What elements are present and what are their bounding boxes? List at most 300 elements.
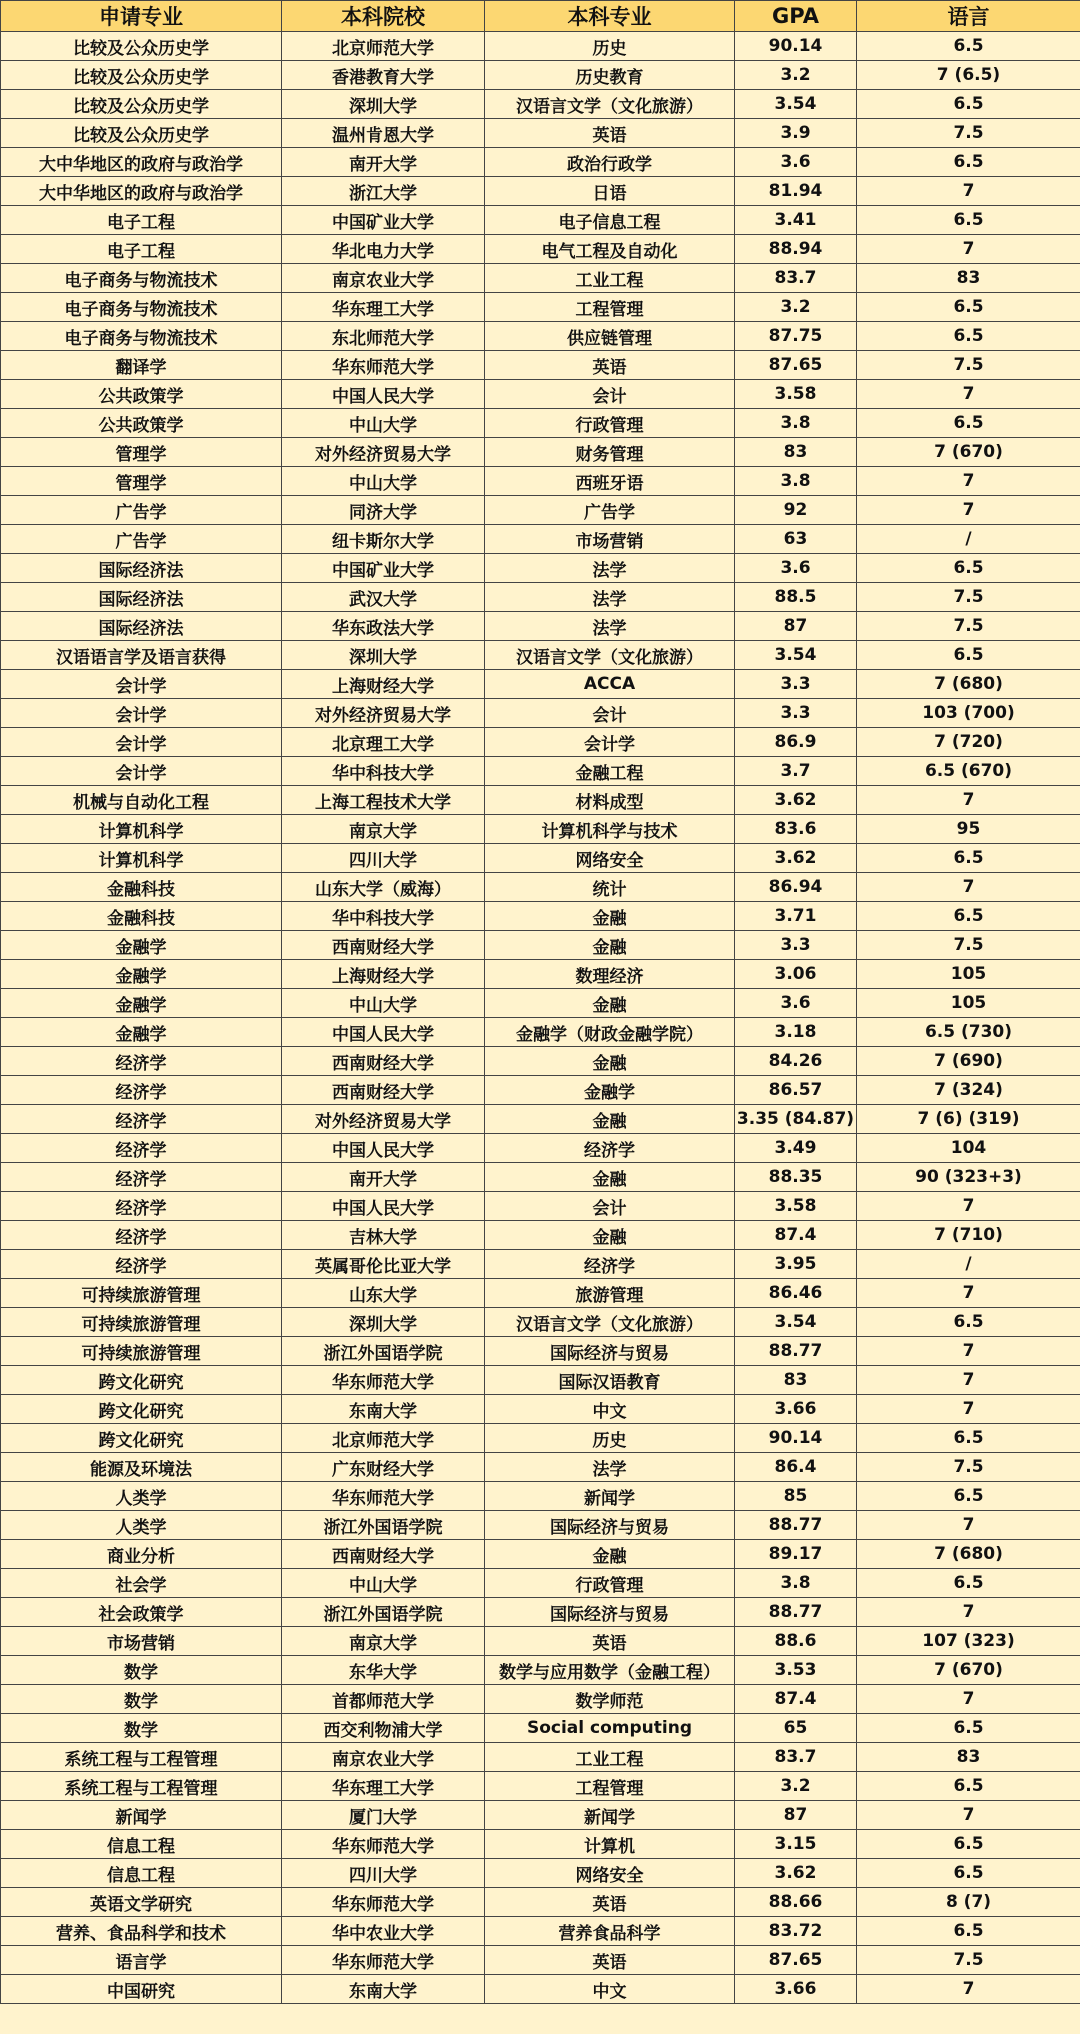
applied-major-cell: 跨文化研究 <box>1 1366 282 1395</box>
gpa-cell: 83 <box>735 1366 857 1395</box>
gpa-cell: 86.94 <box>735 873 857 902</box>
language-cell: 105 <box>857 989 1080 1018</box>
table-row <box>1 844 1080 873</box>
table-row <box>1 264 1080 293</box>
table-row <box>1 380 1080 409</box>
table-row <box>1 1946 1080 1975</box>
language-cell: 6.5 <box>857 322 1080 351</box>
language-cell: 7 (720) <box>857 728 1080 757</box>
language-cell: 6.5 <box>857 32 1080 61</box>
gpa-cell: 90.14 <box>735 1424 857 1453</box>
undergrad-major-cell: 财务管理 <box>485 438 735 467</box>
undergrad-school-cell: 华东政法大学 <box>282 612 485 641</box>
undergrad-major-cell: 计算机科学与技术 <box>485 815 735 844</box>
gpa-cell: 81.94 <box>735 177 857 206</box>
undergrad-major-cell: 金融 <box>485 931 735 960</box>
table-row <box>1 351 1080 380</box>
applied-major-cell: 电子工程 <box>1 206 282 235</box>
applied-major-cell: 经济学 <box>1 1047 282 1076</box>
gpa-cell: 83.7 <box>735 264 857 293</box>
gpa-cell: 89.17 <box>735 1540 857 1569</box>
undergrad-school-cell: 华东师范大学 <box>282 1830 485 1859</box>
undergrad-major-cell: 中文 <box>485 1395 735 1424</box>
table-row <box>1 1772 1080 1801</box>
undergrad-major-cell: 工程管理 <box>485 293 735 322</box>
gpa-cell: 85 <box>735 1482 857 1511</box>
undergrad-school-cell: 北京理工大学 <box>282 728 485 757</box>
undergrad-school-cell: 华北电力大学 <box>282 235 485 264</box>
applied-major-cell: 金融学 <box>1 960 282 989</box>
undergrad-school-cell: 温州肯恩大学 <box>282 119 485 148</box>
applied-major-cell: 中国研究 <box>1 1975 282 2004</box>
language-cell: 7.5 <box>857 612 1080 641</box>
undergrad-major-cell: 法学 <box>485 554 735 583</box>
undergrad-major-cell: 数学与应用数学（金融工程） <box>485 1656 735 1685</box>
language-cell: 6.5 <box>857 90 1080 119</box>
gpa-cell: 86.57 <box>735 1076 857 1105</box>
language-cell: 6.5 (670) <box>857 757 1080 786</box>
applied-major-cell: 金融科技 <box>1 902 282 931</box>
undergrad-school-cell: 深圳大学 <box>282 1308 485 1337</box>
gpa-cell: 3.53 <box>735 1656 857 1685</box>
language-cell: 7 (670) <box>857 1656 1080 1685</box>
undergrad-major-cell: 电气工程及自动化 <box>485 235 735 264</box>
undergrad-major-cell: 材料成型 <box>485 786 735 815</box>
language-cell: 6.5 <box>857 1917 1080 1946</box>
table-body <box>1 32 1080 2004</box>
header-language: 语言 <box>857 1 1080 32</box>
undergrad-school-cell: 中山大学 <box>282 409 485 438</box>
undergrad-school-cell: 对外经济贸易大学 <box>282 1105 485 1134</box>
gpa-cell: 3.3 <box>735 931 857 960</box>
table-row <box>1 1105 1080 1134</box>
undergrad-major-cell: 旅游管理 <box>485 1279 735 1308</box>
gpa-cell: 88.94 <box>735 235 857 264</box>
table-row <box>1 902 1080 931</box>
table-row <box>1 554 1080 583</box>
undergrad-major-cell: 会计 <box>485 699 735 728</box>
table-row <box>1 496 1080 525</box>
language-cell: 6.5 <box>857 148 1080 177</box>
language-cell: 6.5 <box>857 1308 1080 1337</box>
applied-major-cell: 金融科技 <box>1 873 282 902</box>
undergrad-school-cell: 华东师范大学 <box>282 1946 485 1975</box>
undergrad-major-cell: 数学师范 <box>485 1685 735 1714</box>
gpa-cell: 3.3 <box>735 670 857 699</box>
table-row <box>1 1279 1080 1308</box>
undergrad-school-cell: 中国矿业大学 <box>282 554 485 583</box>
gpa-cell: 83.72 <box>735 1917 857 1946</box>
table-row <box>1 1482 1080 1511</box>
gpa-cell: 3.54 <box>735 90 857 119</box>
undergrad-major-cell: 金融 <box>485 1221 735 1250</box>
applied-major-cell: 语言学 <box>1 1946 282 1975</box>
table-row <box>1 61 1080 90</box>
undergrad-school-cell: 对外经济贸易大学 <box>282 438 485 467</box>
table-row <box>1 1337 1080 1366</box>
undergrad-school-cell: 同济大学 <box>282 496 485 525</box>
applied-major-cell: 跨文化研究 <box>1 1424 282 1453</box>
undergrad-school-cell: 华东理工大学 <box>282 293 485 322</box>
undergrad-major-cell: 工业工程 <box>485 264 735 293</box>
language-cell: 95 <box>857 815 1080 844</box>
header-gpa: GPA <box>735 1 857 32</box>
applied-major-cell: 大中华地区的政府与政治学 <box>1 177 282 206</box>
undergrad-school-cell: 南京大学 <box>282 815 485 844</box>
applied-major-cell: 国际经济法 <box>1 554 282 583</box>
undergrad-major-cell: 电子信息工程 <box>485 206 735 235</box>
undergrad-major-cell: 网络安全 <box>485 844 735 873</box>
gpa-cell: 87 <box>735 612 857 641</box>
gpa-cell: 3.95 <box>735 1250 857 1279</box>
applied-major-cell: 计算机科学 <box>1 844 282 873</box>
applied-major-cell: 经济学 <box>1 1250 282 1279</box>
gpa-cell: 88.77 <box>735 1598 857 1627</box>
language-cell: 7 (680) <box>857 1540 1080 1569</box>
language-cell: 7 <box>857 1801 1080 1830</box>
language-cell: 7 <box>857 1366 1080 1395</box>
undergrad-major-cell: 历史教育 <box>485 61 735 90</box>
undergrad-major-cell: 英语 <box>485 119 735 148</box>
language-cell: 7 <box>857 1192 1080 1221</box>
undergrad-major-cell: 行政管理 <box>485 1569 735 1598</box>
gpa-cell: 3.06 <box>735 960 857 989</box>
gpa-cell: 3.2 <box>735 293 857 322</box>
applied-major-cell: 会计学 <box>1 670 282 699</box>
undergrad-school-cell: 东华大学 <box>282 1656 485 1685</box>
undergrad-major-cell: 汉语言文学（文化旅游） <box>485 641 735 670</box>
undergrad-school-cell: 深圳大学 <box>282 90 485 119</box>
undergrad-school-cell: 华中科技大学 <box>282 902 485 931</box>
gpa-cell: 88.5 <box>735 583 857 612</box>
applied-major-cell: 管理学 <box>1 438 282 467</box>
applied-major-cell: 广告学 <box>1 496 282 525</box>
language-cell: 7 (710) <box>857 1221 1080 1250</box>
undergrad-major-cell: 计算机 <box>485 1830 735 1859</box>
applied-major-cell: 比较及公众历史学 <box>1 61 282 90</box>
applied-major-cell: 数学 <box>1 1656 282 1685</box>
gpa-cell: 3.66 <box>735 1395 857 1424</box>
gpa-cell: 86.46 <box>735 1279 857 1308</box>
table-row <box>1 1598 1080 1627</box>
gpa-cell: 87 <box>735 1801 857 1830</box>
gpa-cell: 3.41 <box>735 206 857 235</box>
language-cell: 6.5 <box>857 1859 1080 1888</box>
table-row <box>1 467 1080 496</box>
gpa-cell: 3.49 <box>735 1134 857 1163</box>
table-row <box>1 1540 1080 1569</box>
applied-major-cell: 新闻学 <box>1 1801 282 1830</box>
language-cell: 7 <box>857 496 1080 525</box>
undergrad-school-cell: 西南财经大学 <box>282 1047 485 1076</box>
language-cell: 6.5 <box>857 554 1080 583</box>
undergrad-school-cell: 华东师范大学 <box>282 1482 485 1511</box>
applied-major-cell: 计算机科学 <box>1 815 282 844</box>
table-row <box>1 583 1080 612</box>
undergrad-major-cell: 英语 <box>485 351 735 380</box>
table-row <box>1 322 1080 351</box>
undergrad-school-cell: 华东师范大学 <box>282 351 485 380</box>
undergrad-major-cell: 法学 <box>485 583 735 612</box>
applied-major-cell: 商业分析 <box>1 1540 282 1569</box>
gpa-cell: 88.77 <box>735 1337 857 1366</box>
undergrad-major-cell: 供应链管理 <box>485 322 735 351</box>
table-row <box>1 1627 1080 1656</box>
language-cell: 103 (700) <box>857 699 1080 728</box>
language-cell: 7 <box>857 177 1080 206</box>
language-cell: 7 (324) <box>857 1076 1080 1105</box>
table-row <box>1 1917 1080 1946</box>
gpa-cell: 3.7 <box>735 757 857 786</box>
undergrad-school-cell: 西交利物浦大学 <box>282 1714 485 1743</box>
table-row <box>1 1424 1080 1453</box>
table-row <box>1 1163 1080 1192</box>
table-row <box>1 293 1080 322</box>
language-cell: / <box>857 525 1080 554</box>
table-row <box>1 1656 1080 1685</box>
language-cell: 7.5 <box>857 119 1080 148</box>
applied-major-cell: 社会政策学 <box>1 1598 282 1627</box>
undergrad-school-cell: 中山大学 <box>282 467 485 496</box>
undergrad-school-cell: 香港教育大学 <box>282 61 485 90</box>
table-row <box>1 1308 1080 1337</box>
gpa-cell: 3.3 <box>735 699 857 728</box>
undergrad-major-cell: 会计 <box>485 380 735 409</box>
applied-major-cell: 可持续旅游管理 <box>1 1308 282 1337</box>
undergrad-major-cell: 会计学 <box>485 728 735 757</box>
applied-major-cell: 会计学 <box>1 699 282 728</box>
gpa-cell: 90.14 <box>735 32 857 61</box>
undergrad-school-cell: 南京农业大学 <box>282 264 485 293</box>
undergrad-major-cell: 英语 <box>485 1888 735 1917</box>
undergrad-school-cell: 中国人民大学 <box>282 1192 485 1221</box>
undergrad-school-cell: 中国人民大学 <box>282 380 485 409</box>
applied-major-cell: 翻译学 <box>1 351 282 380</box>
language-cell: 6.5 <box>857 1772 1080 1801</box>
undergrad-school-cell: 上海工程技术大学 <box>282 786 485 815</box>
table-row <box>1 1569 1080 1598</box>
undergrad-school-cell: 英属哥伦比亚大学 <box>282 1250 485 1279</box>
undergrad-school-cell: 北京师范大学 <box>282 32 485 61</box>
language-cell: 6.5 <box>857 206 1080 235</box>
applied-major-cell: 经济学 <box>1 1076 282 1105</box>
undergrad-major-cell: 会计 <box>485 1192 735 1221</box>
applied-major-cell: 信息工程 <box>1 1859 282 1888</box>
language-cell: 107 (323) <box>857 1627 1080 1656</box>
applied-major-cell: 广告学 <box>1 525 282 554</box>
language-cell: 7 <box>857 467 1080 496</box>
undergrad-major-cell: 法学 <box>485 1453 735 1482</box>
gpa-cell: 3.58 <box>735 1192 857 1221</box>
table-row <box>1 1018 1080 1047</box>
language-cell: 6.5 <box>857 1830 1080 1859</box>
applied-major-cell: 数学 <box>1 1714 282 1743</box>
undergrad-major-cell: 国际经济与贸易 <box>485 1337 735 1366</box>
undergrad-major-cell: 经济学 <box>485 1250 735 1279</box>
table-row <box>1 1511 1080 1540</box>
table-row <box>1 525 1080 554</box>
applied-major-cell: 比较及公众历史学 <box>1 32 282 61</box>
language-cell: 7 <box>857 380 1080 409</box>
applied-major-cell: 经济学 <box>1 1192 282 1221</box>
undergrad-major-cell: 金融 <box>485 1047 735 1076</box>
table-row <box>1 728 1080 757</box>
undergrad-major-cell: 金融 <box>485 1540 735 1569</box>
language-cell: 7 (6) (319) <box>857 1105 1080 1134</box>
language-cell: 6.5 <box>857 844 1080 873</box>
undergrad-school-cell: 南京大学 <box>282 1627 485 1656</box>
table-row <box>1 438 1080 467</box>
applied-major-cell: 市场营销 <box>1 1627 282 1656</box>
applied-major-cell: 可持续旅游管理 <box>1 1337 282 1366</box>
applied-major-cell: 系统工程与工程管理 <box>1 1772 282 1801</box>
undergrad-major-cell: 广告学 <box>485 496 735 525</box>
undergrad-school-cell: 中山大学 <box>282 1569 485 1598</box>
undergrad-school-cell: 中国矿业大学 <box>282 206 485 235</box>
gpa-cell: 3.62 <box>735 844 857 873</box>
undergrad-school-cell: 北京师范大学 <box>282 1424 485 1453</box>
table-row <box>1 786 1080 815</box>
gpa-cell: 3.54 <box>735 1308 857 1337</box>
language-cell: 6.5 (730) <box>857 1018 1080 1047</box>
table-row <box>1 177 1080 206</box>
header-undergrad-major: 本科专业 <box>485 1 735 32</box>
applied-major-cell: 金融学 <box>1 989 282 1018</box>
gpa-cell: 3.71 <box>735 902 857 931</box>
undergrad-major-cell: 历史 <box>485 1424 735 1453</box>
undergrad-major-cell: 法学 <box>485 612 735 641</box>
undergrad-school-cell: 上海财经大学 <box>282 670 485 699</box>
table-row <box>1 409 1080 438</box>
table-row <box>1 148 1080 177</box>
gpa-cell: 3.66 <box>735 1975 857 2004</box>
gpa-cell: 3.62 <box>735 786 857 815</box>
table-row <box>1 1685 1080 1714</box>
gpa-cell: 3.6 <box>735 148 857 177</box>
language-cell: 6.5 <box>857 1424 1080 1453</box>
language-cell: 83 <box>857 1743 1080 1772</box>
undergrad-school-cell: 南开大学 <box>282 1163 485 1192</box>
undergrad-school-cell: 中山大学 <box>282 989 485 1018</box>
table-row <box>1 1859 1080 1888</box>
table-row <box>1 1888 1080 1917</box>
undergrad-school-cell: 中国人民大学 <box>282 1018 485 1047</box>
language-cell: 7 <box>857 1685 1080 1714</box>
gpa-cell: 87.75 <box>735 322 857 351</box>
table-row <box>1 206 1080 235</box>
language-cell: 7 <box>857 1975 1080 2004</box>
applied-major-cell: 管理学 <box>1 467 282 496</box>
language-cell: 7 (690) <box>857 1047 1080 1076</box>
applied-major-cell: 人类学 <box>1 1482 282 1511</box>
gpa-cell: 3.6 <box>735 989 857 1018</box>
table-row <box>1 1830 1080 1859</box>
applied-major-cell: 跨文化研究 <box>1 1395 282 1424</box>
applied-major-cell: 电子工程 <box>1 235 282 264</box>
applied-major-cell: 信息工程 <box>1 1830 282 1859</box>
language-cell: 6.5 <box>857 1714 1080 1743</box>
undergrad-school-cell: 华东师范大学 <box>282 1366 485 1395</box>
language-cell: 8 (7) <box>857 1888 1080 1917</box>
header-row <box>1 1 1080 32</box>
language-cell: 7.5 <box>857 931 1080 960</box>
applied-major-cell: 比较及公众历史学 <box>1 90 282 119</box>
applied-major-cell: 比较及公众历史学 <box>1 119 282 148</box>
language-cell: 6.5 <box>857 1569 1080 1598</box>
undergrad-school-cell: 浙江外国语学院 <box>282 1598 485 1627</box>
language-cell: 105 <box>857 960 1080 989</box>
applied-major-cell: 人类学 <box>1 1511 282 1540</box>
gpa-cell: 83 <box>735 438 857 467</box>
undergrad-major-cell: 行政管理 <box>485 409 735 438</box>
applied-major-cell: 经济学 <box>1 1134 282 1163</box>
language-cell: 7 <box>857 1598 1080 1627</box>
table-row <box>1 90 1080 119</box>
header-undergrad-school: 本科院校 <box>282 1 485 32</box>
undergrad-major-cell: 营养食品科学 <box>485 1917 735 1946</box>
undergrad-school-cell: 中国人民大学 <box>282 1134 485 1163</box>
undergrad-school-cell: 上海财经大学 <box>282 960 485 989</box>
undergrad-school-cell: 华中农业大学 <box>282 1917 485 1946</box>
language-cell: 6.5 <box>857 1482 1080 1511</box>
table-row <box>1 1975 1080 2004</box>
applied-major-cell: 电子商务与物流技术 <box>1 322 282 351</box>
undergrad-school-cell: 四川大学 <box>282 1859 485 1888</box>
undergrad-school-cell: 四川大学 <box>282 844 485 873</box>
table-row <box>1 1076 1080 1105</box>
language-cell: 83 <box>857 264 1080 293</box>
header-applied-major: 申请专业 <box>1 1 282 32</box>
undergrad-school-cell: 吉林大学 <box>282 1221 485 1250</box>
applied-major-cell: 经济学 <box>1 1163 282 1192</box>
language-cell: 6.5 <box>857 293 1080 322</box>
undergrad-major-cell: 工程管理 <box>485 1772 735 1801</box>
applied-major-cell: 可持续旅游管理 <box>1 1279 282 1308</box>
undergrad-school-cell: 南京农业大学 <box>282 1743 485 1772</box>
gpa-cell: 3.58 <box>735 380 857 409</box>
gpa-cell: 3.8 <box>735 409 857 438</box>
applied-major-cell: 会计学 <box>1 757 282 786</box>
gpa-cell: 87.65 <box>735 1946 857 1975</box>
language-cell: 7.5 <box>857 351 1080 380</box>
undergrad-school-cell: 纽卡斯尔大学 <box>282 525 485 554</box>
undergrad-school-cell: 东南大学 <box>282 1975 485 2004</box>
language-cell: 7.5 <box>857 583 1080 612</box>
undergrad-school-cell: 深圳大学 <box>282 641 485 670</box>
undergrad-major-cell: ACCA <box>485 670 735 699</box>
language-cell: 6.5 <box>857 902 1080 931</box>
undergrad-major-cell: 汉语言文学（文化旅游） <box>485 90 735 119</box>
gpa-cell: 84.26 <box>735 1047 857 1076</box>
language-cell: 7 (680) <box>857 670 1080 699</box>
language-cell: 7 (6.5) <box>857 61 1080 90</box>
undergrad-major-cell: 英语 <box>485 1946 735 1975</box>
table-row <box>1 1801 1080 1830</box>
applied-major-cell: 能源及环境法 <box>1 1453 282 1482</box>
table-row <box>1 931 1080 960</box>
gpa-cell: 3.6 <box>735 554 857 583</box>
language-cell: 7.5 <box>857 1453 1080 1482</box>
undergrad-school-cell: 西南财经大学 <box>282 1540 485 1569</box>
undergrad-major-cell: Social computing <box>485 1714 735 1743</box>
gpa-cell: 87.4 <box>735 1221 857 1250</box>
gpa-cell: 87.4 <box>735 1685 857 1714</box>
applied-major-cell: 金融学 <box>1 931 282 960</box>
gpa-cell: 88.77 <box>735 1511 857 1540</box>
table-row <box>1 699 1080 728</box>
gpa-cell: 86.9 <box>735 728 857 757</box>
table-row <box>1 1395 1080 1424</box>
